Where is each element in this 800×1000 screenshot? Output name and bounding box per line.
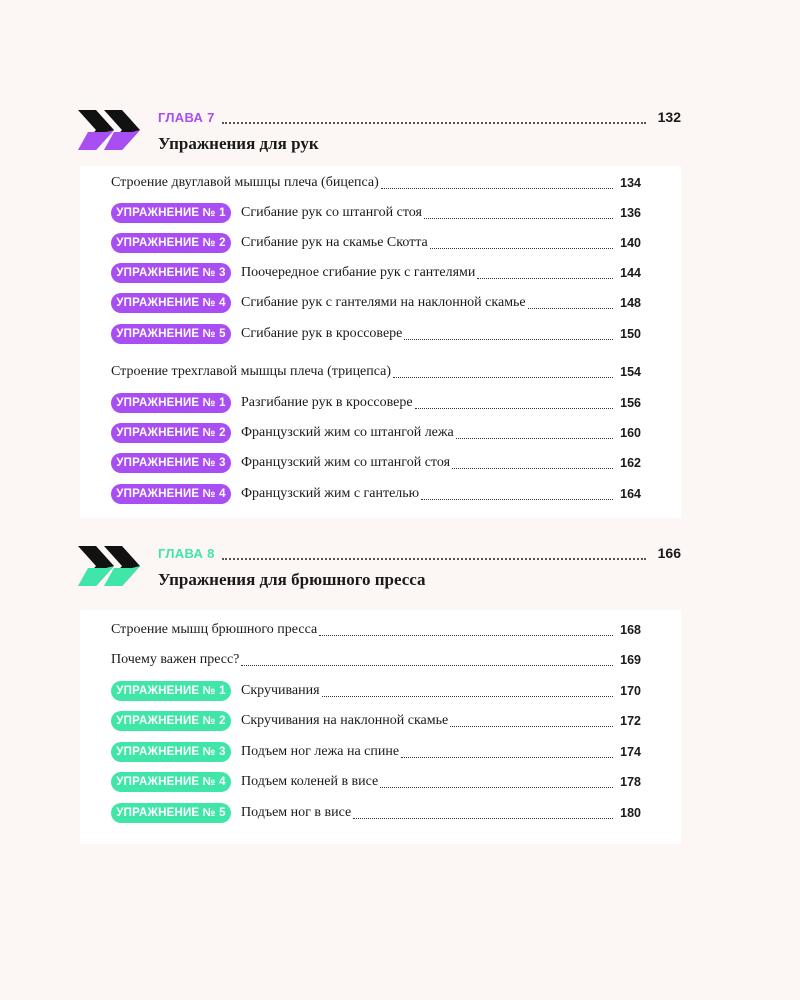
leader-dots [415,398,613,409]
leader-dots [528,298,613,309]
entry-page-number: 154 [620,365,641,379]
toc-panel [80,610,681,844]
leader-dots [452,458,613,469]
entry-title: Французский жим с гантелью [241,486,420,501]
entry-title: Строение двуглавой мышцы плеча (бицепса) [111,175,379,190]
exercise-badge: УПРАЖНЕНИЕ № 4 [111,772,231,792]
entry-page-number: 162 [620,456,641,470]
exercise-badge: УПРАЖНЕНИЕ № 4 [111,484,231,504]
entry-title: Разгибание рук в кроссовере [241,395,413,410]
exercise-badge: УПРАЖНЕНИЕ № 2 [111,711,231,731]
leader-dots [421,489,613,500]
toc-entry[interactable] [111,392,641,414]
chapter-label: ГЛАВА 8 [158,546,215,561]
exercise-badge: УПРАЖНЕНИЕ № 4 [111,293,231,313]
entry-title: Французский жим со штангой стоя [241,455,451,470]
entry-page-number: 136 [620,206,641,220]
exercise-badge: УПРАЖНЕНИЕ № 1 [111,681,231,701]
leader-dots [353,808,613,819]
entry-title: Подъем ног в висе [241,805,352,820]
leader-dots [404,329,613,340]
toc-entry[interactable] [111,710,641,732]
leader-dots [456,428,613,439]
toc-entry[interactable] [111,172,641,194]
chapter-header [0,108,800,168]
exercise-badge: УПРАЖНЕНИЕ № 5 [111,324,231,344]
exercise-badge: УПРАЖНЕНИЕ № 2 [111,423,231,443]
exercise-badge: УПРАЖНЕНИЕ № 3 [111,263,231,283]
toc-entry[interactable] [111,232,641,254]
leader-dots [430,238,613,249]
toc-entry[interactable] [111,422,641,444]
exercise-badge: УПРАЖНЕНИЕ № 5 [111,803,231,823]
chapter-7 [0,108,800,501]
entry-page-number: 174 [620,745,641,759]
entry-title: Сгибание рук со штангой стоя [241,205,422,220]
entry-title: Французский жим со штангой лежа [241,425,454,440]
entry-title: Сгибание рук в кроссовере [241,326,403,341]
toc-entry[interactable] [111,202,641,224]
entry-page-number: 169 [620,653,641,667]
entry-page-number: 168 [620,623,641,637]
double-chevron-icon [78,544,144,588]
chapter-title: Упражнения для брюшного пресса [158,570,426,589]
chapter-page-number: 132 [657,109,681,125]
toc-entry[interactable] [111,452,641,474]
exercise-badge: УПРАЖНЕНИЕ № 2 [111,233,231,253]
exercise-badge: УПРАЖНЕНИЕ № 3 [111,453,231,473]
toc-entry[interactable] [111,741,641,763]
leader-dots [222,558,646,560]
leader-dots [477,268,613,279]
entry-page-number: 134 [620,176,641,190]
entry-title: Скручивания на наклонной скамье [241,713,449,728]
leader-dots [222,122,646,124]
entry-page-number: 150 [620,327,641,341]
entry-title: Поочередное сгибание рук с гантелями [241,265,476,280]
leader-dots [241,655,613,666]
entry-title: Подъем ног лежа на спине [241,744,400,759]
entry-title: Строение мышц брюшного пресса [111,622,318,637]
entry-page-number: 144 [620,266,641,280]
toc-entry[interactable] [111,361,641,383]
entry-page-number: 148 [620,296,641,310]
chapter-8 [0,544,800,820]
toc-entry[interactable] [111,262,641,284]
toc-panel [80,166,681,518]
leader-dots [381,178,613,189]
chapter-label: ГЛАВА 7 [158,110,215,125]
entry-page-number: 178 [620,775,641,789]
entry-page-number: 180 [620,806,641,820]
toc-entry[interactable] [111,802,641,824]
entry-title: Строение трехглавой мышцы плеча (трицепса) [111,364,392,379]
entry-page-number: 156 [620,396,641,410]
entry-title: Сгибание рук с гантелями на наклонной скамье [241,295,526,310]
chapter-title: Упражнения для рук [158,134,319,153]
entry-title: Сгибание рук на скамье Скотта [241,235,428,250]
entry-page-number: 164 [620,487,641,501]
leader-dots [401,747,613,758]
chapter-page-number: 166 [657,545,681,561]
leader-dots [319,625,613,636]
toc-entry[interactable] [111,771,641,793]
double-chevron-icon [78,108,144,152]
leader-dots [393,367,613,378]
exercise-badge: УПРАЖНЕНИЕ № 3 [111,742,231,762]
entry-title: Почему важен пресс? [111,652,240,667]
toc-entry[interactable] [111,292,641,314]
toc-entry[interactable] [111,323,641,345]
entry-title: Скручивания [241,683,320,698]
entry-page-number: 172 [620,714,641,728]
exercise-badge: УПРАЖНЕНИЕ № 1 [111,203,231,223]
leader-dots [322,686,613,697]
chapter-header [0,544,800,604]
leader-dots [424,208,613,219]
entry-page-number: 140 [620,236,641,250]
entry-title: Подъем коленей в висе [241,774,379,789]
leader-dots [380,777,613,788]
exercise-badge: УПРАЖНЕНИЕ № 1 [111,393,231,413]
entry-page-number: 170 [620,684,641,698]
toc-entry[interactable] [111,483,641,505]
toc-entry[interactable] [111,619,641,641]
toc-entry[interactable] [111,649,641,671]
toc-entry[interactable] [111,680,641,702]
entry-page-number: 160 [620,426,641,440]
leader-dots [450,716,613,727]
